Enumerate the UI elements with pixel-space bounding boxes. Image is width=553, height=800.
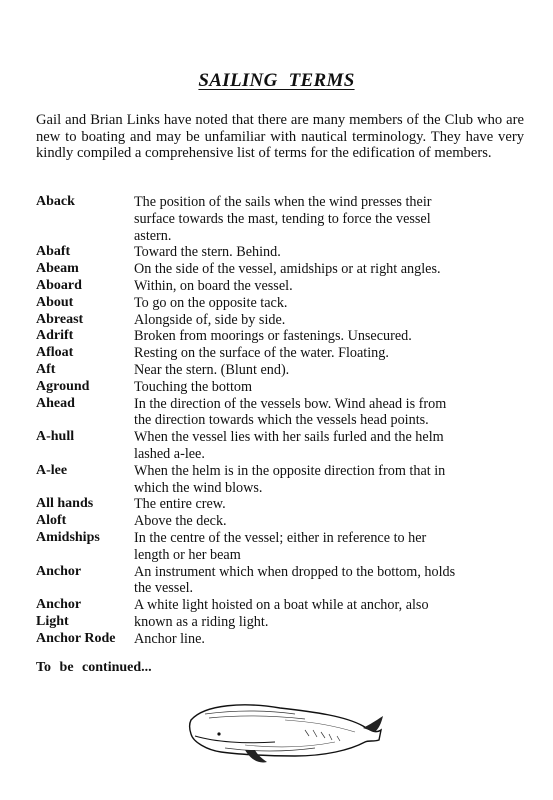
glossary-term: Afloat (36, 345, 74, 361)
glossary-definition: Resting on the surface of the water. Floating. (134, 345, 389, 362)
glossary-term: Anchor Light (36, 597, 82, 629)
glossary-list (36, 194, 526, 648)
glossary-entry (36, 278, 526, 295)
glossary-definition: Anchor line. (134, 630, 205, 647)
glossary-definition: Touching the bottom (134, 378, 253, 395)
glossary-term: Ahead (36, 395, 75, 411)
intro-paragraph: Gail and Brian Links have noted that there are many members of the Club who are new to boating and may be unfamiliar with nautical terminology. They have very kindly compiled a comprehensive list of terms for the edification of members. (36, 112, 524, 162)
glossary-entry (36, 312, 526, 329)
glossary-term: Aboard (36, 277, 82, 293)
glossary-entry (36, 530, 526, 564)
whale-icon (185, 690, 385, 770)
glossary-entry (36, 328, 526, 345)
glossary-term: Amidships (36, 529, 100, 545)
glossary-entry (36, 362, 526, 379)
glossary-definition: A white light hoisted on a boat while at anchor, also known as a riding light. (134, 597, 429, 630)
glossary-definition: Toward the stern. Behind. (134, 244, 281, 261)
glossary-entry (36, 295, 526, 312)
glossary-entry (36, 345, 526, 362)
glossary-entry (36, 194, 526, 244)
glossary-term: A-lee (36, 462, 68, 478)
glossary-term: A-hull (36, 429, 75, 445)
glossary-definition: Alongside of, side by side. (134, 311, 286, 328)
glossary-entry (36, 597, 526, 631)
glossary-term: About (36, 294, 74, 310)
glossary-entry (36, 261, 526, 278)
glossary-entry (36, 429, 526, 463)
glossary-entry (36, 631, 526, 648)
glossary-term: Abreast (36, 311, 84, 327)
glossary-definition: In the direction of the vessels bow. Wind ahead is from the direction towards which the vessels head points. (134, 395, 447, 429)
glossary-entry (36, 396, 526, 430)
glossary-term: Aback (36, 194, 75, 209)
glossary-term: All hands (36, 496, 94, 512)
glossary-term: Abaft (36, 244, 71, 260)
glossary-definition: Broken from moorings or fastenings. Unsecured. (134, 328, 412, 345)
continued-note: To be continued... (36, 660, 152, 675)
glossary-term: Aground (36, 378, 90, 394)
glossary-entry (36, 513, 526, 530)
glossary-definition: Above the deck. (134, 513, 227, 530)
glossary-entry (36, 379, 526, 396)
glossary-entry (36, 564, 526, 598)
glossary-term: Adrift (36, 328, 74, 344)
glossary-term: Aloft (36, 513, 67, 529)
glossary-term: Anchor (36, 563, 82, 579)
glossary-term: Abeam (36, 261, 79, 277)
glossary-definition: When the vessel lies with her sails furled and the helm lashed a-lee. (134, 429, 444, 462)
glossary-definition: Near the stern. (Blunt end). (134, 361, 290, 378)
glossary-definition: The position of the sails when the wind presses their surface towards the mast, tending to force the vessel astern. (134, 194, 432, 244)
glossary-term: Anchor Rode (36, 630, 116, 646)
glossary-definition: When the helm is in the opposite direction from that in which the wind blows. (134, 462, 446, 496)
glossary-entry (36, 496, 526, 513)
glossary-definition: On the side of the vessel, amidships or at right angles. (134, 261, 441, 278)
glossary-entry (36, 244, 526, 261)
glossary-definition: The entire crew. (134, 496, 226, 513)
glossary-definition: An instrument which when dropped to the bottom, holds the vessel. (134, 563, 456, 597)
glossary-definition: Within, on board the vessel. (134, 277, 293, 294)
glossary-definition: In the centre of the vessel; either in reference to her length or her beam (134, 529, 427, 563)
glossary-definition: To go on the opposite tack. (134, 294, 288, 311)
page-title: SAILING TERMS (198, 70, 355, 91)
glossary-term: Aft (36, 361, 56, 377)
glossary-entry (36, 463, 526, 497)
